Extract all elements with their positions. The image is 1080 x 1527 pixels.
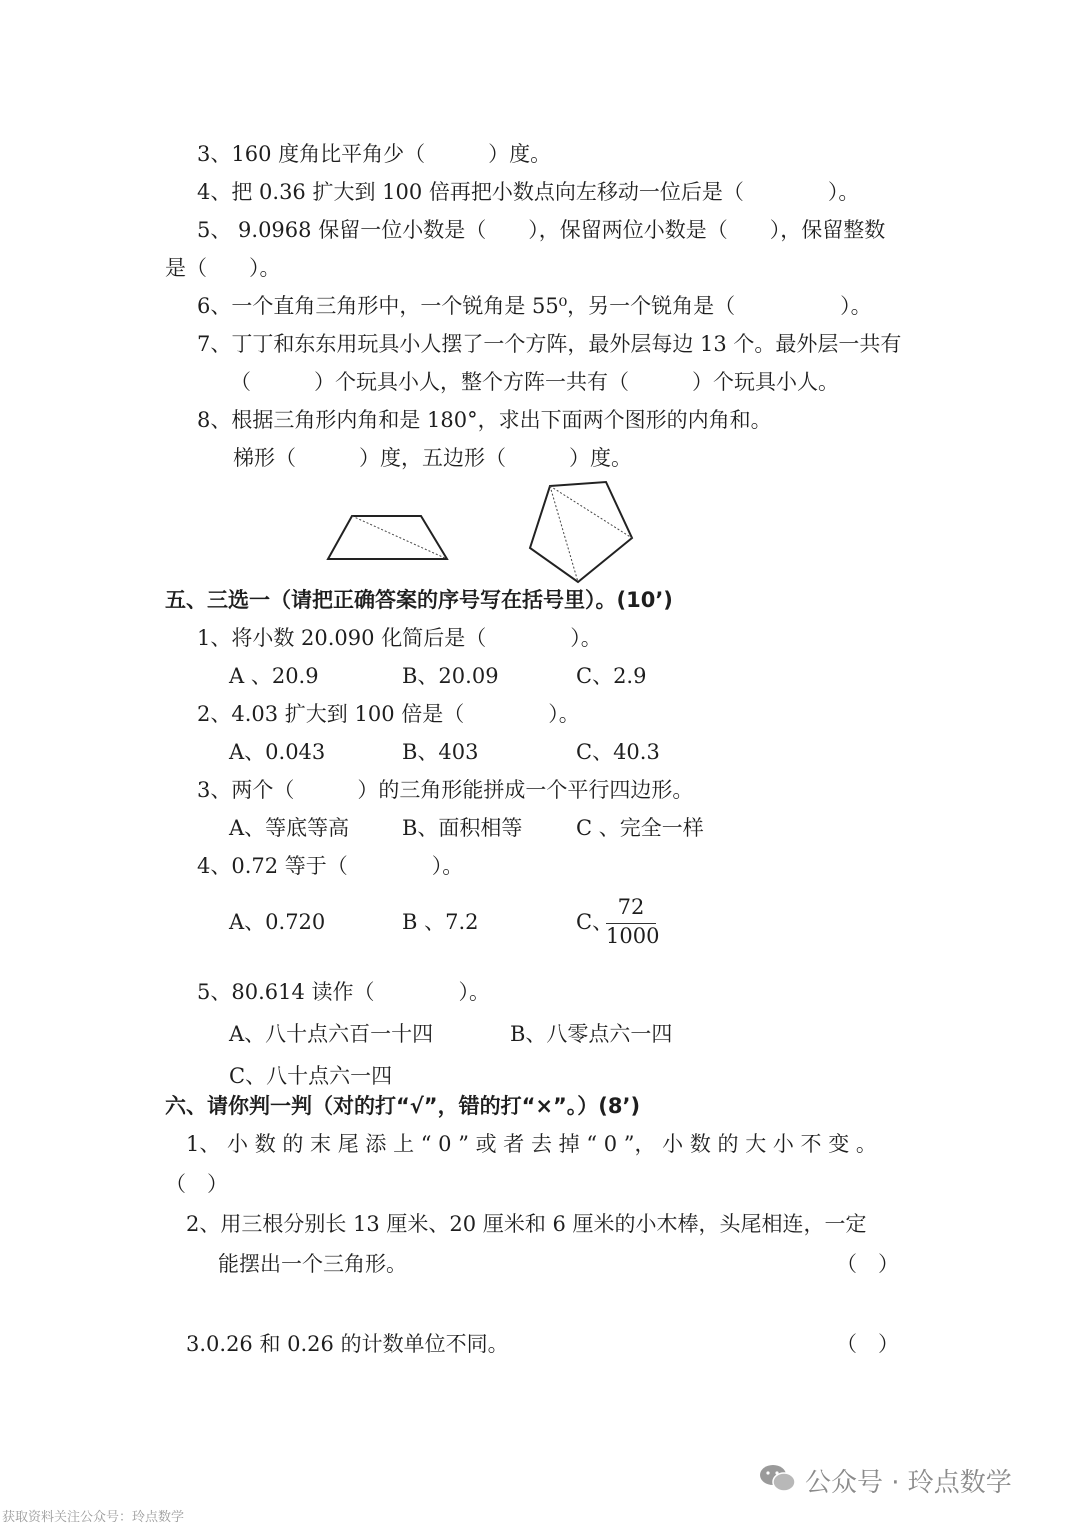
q4-7-text-line1: 7、丁丁和东东用玩具小人摆了一个方阵，最外层每边 13 个。最外层一共有 (197, 332, 902, 356)
q5-4-option-b: B 、7.2 (402, 910, 479, 934)
pentagon-figure (520, 478, 640, 586)
q4-6-text: 6、一个直角三角形中，一个锐角是 55⁰，另一个锐角是（ ）。 (197, 294, 872, 318)
q6-3-text: 3.0.26 和 0.26 的计数单位不同。 (186, 1332, 509, 1356)
q5-5-text: 5、80.614 读作（ ）。 (197, 980, 491, 1004)
q5-2-text: 2、4.03 扩大到 100 倍是（ ）。 (197, 702, 580, 726)
section-6-heading: 六、请你判一判（对的打“√”，错的打“×”。）(8’) (165, 1094, 641, 1118)
q5-1-option-a: A 、20.9 (229, 664, 319, 688)
q5-3-option-a: A、等底等高 (229, 816, 350, 840)
q5-5-option-b: B、八零点六一四 (510, 1022, 673, 1046)
q4-4-text: 4、把 0.36 扩大到 100 倍再把小数点向左移动一位后是（ ）。 (197, 180, 860, 204)
q5-3-option-b: B、面积相等 (402, 816, 523, 840)
q6-2-answer-paren: （ ） (836, 1252, 899, 1276)
q5-1-option-b: B、20.09 (402, 664, 499, 688)
wechat-icon (758, 1462, 798, 1494)
q4-8-text-line2: 梯形（ ）度，五边形（ ）度。 (233, 446, 632, 470)
q5-3-option-c: C 、完全一样 (576, 816, 704, 840)
q5-4-text: 4、0.72 等于（ ）。 (197, 854, 464, 878)
q4-5-text-line2: 是（ ）。 (165, 256, 281, 280)
q5-4-option-a: A、0.720 (229, 910, 326, 934)
fraction-denominator: 1000 (606, 924, 660, 948)
q5-1-option-c: C、2.9 (576, 664, 647, 688)
q6-3-answer-paren: （ ） (836, 1332, 899, 1356)
q5-1-text: 1、将小数 20.090 化简后是（ ）。 (197, 626, 602, 650)
q6-2-text-line2: 能摆出一个三角形。 (218, 1252, 407, 1276)
q6-1-text: 1、 小 数 的 末 尾 添 上 “ 0 ” 或 者 去 掉 “ 0 ”， 小 数 的 大 小 不 变 。 (186, 1132, 877, 1156)
q5-4-option-c-fraction (606, 895, 660, 948)
watermark-brand: 公众号 · 玲点数学 (805, 1468, 1012, 1498)
trapezoid-figure (320, 505, 455, 565)
watermark-footer-note: 获取资料关注公众号：玲点数学 (2, 1510, 185, 1525)
q4-5-text-line1: 5、 9.0968 保留一位小数是（ ），保留两位小数是（ ），保留整数 (197, 218, 886, 242)
q5-2-option-b: B、403 (402, 740, 479, 764)
q5-3-text: 3、两个（ ）的三角形能拼成一个平行四边形。 (197, 778, 694, 802)
q6-1-answer-paren: （ ） (165, 1172, 228, 1196)
q4-3-text: 3、160 度角比平角少（ ）度。 (197, 142, 552, 166)
fraction-numerator: 72 (617, 895, 645, 919)
q5-2-option-a: A、0.043 (229, 740, 326, 764)
q4-7-text-line2: （ ）个玩具小人，整个方阵一共有（ ）个玩具小人。 (230, 370, 839, 394)
section-5-heading: 五、三选一（请把正确答案的序号写在括号里）。(10’) (165, 588, 673, 612)
q5-2-option-c: C、40.3 (576, 740, 660, 764)
q5-5-option-c: C、八十点六一四 (229, 1064, 393, 1088)
q5-5-option-a: A、八十点六百一十四 (229, 1022, 434, 1046)
q6-2-text-line1: 2、用三根分别长 13 厘米、20 厘米和 6 厘米的小木棒，头尾相连，一定 (186, 1212, 867, 1236)
q4-8-text-line1: 8、根据三角形内角和是 180°，求出下面两个图形的内角和。 (197, 408, 772, 432)
q5-4-option-c: C、 (576, 910, 614, 934)
